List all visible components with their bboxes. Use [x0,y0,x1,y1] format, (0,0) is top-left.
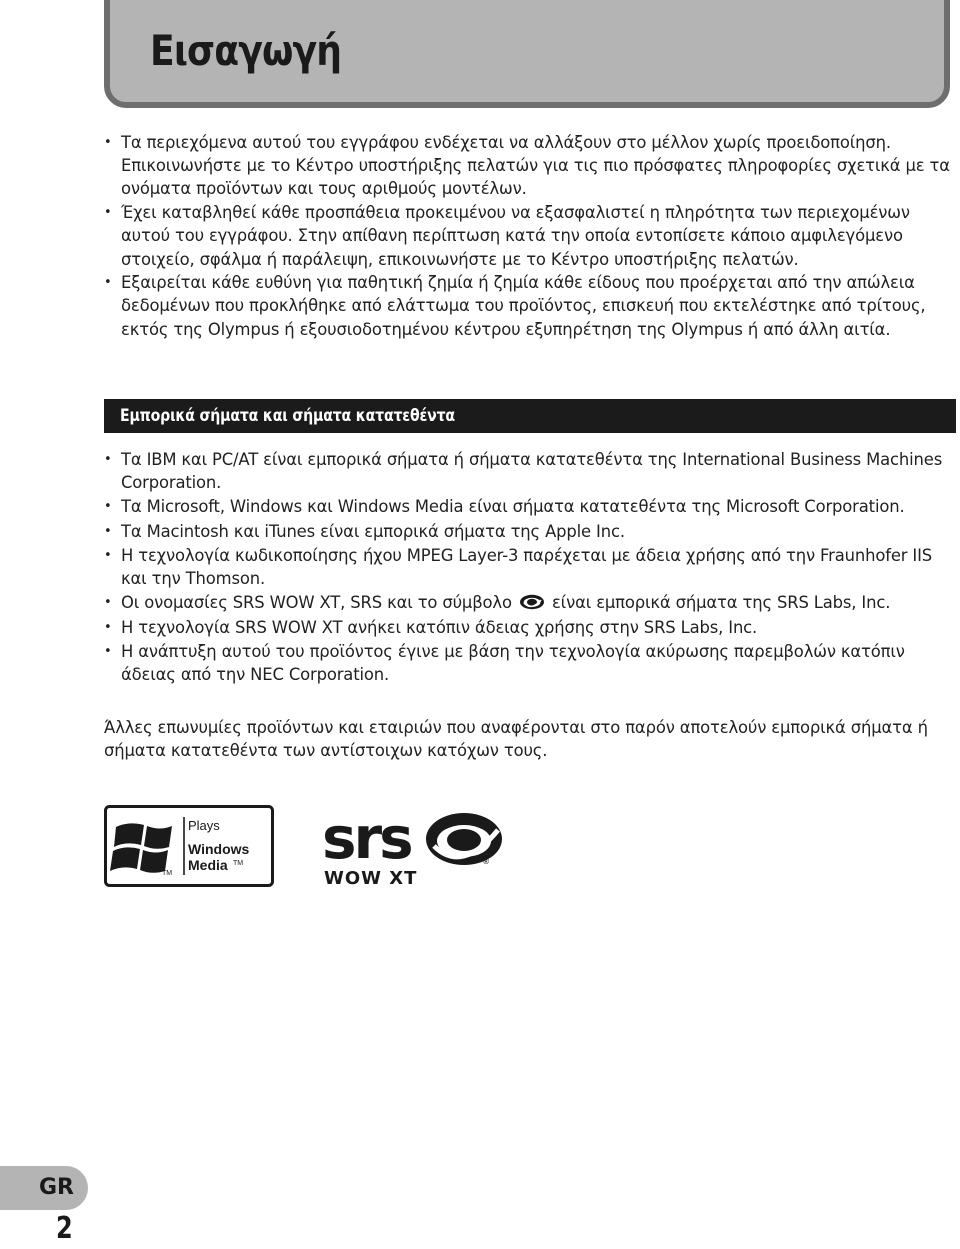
list-item-srs [104,592,956,615]
srs-wordmark: srs [322,808,411,872]
language-tab-label: GR [39,1175,74,1200]
srs-registered-mark: ® [482,857,490,866]
srs-wow-xt-logo [322,808,504,888]
section-heading-text: Εμπορικά σήματα και σήματα κατατεθέντα [120,406,455,425]
trademark-bullet-list [104,449,956,688]
page-title: Εισαγωγή [150,26,342,75]
wm-tm-right: TM [233,860,244,867]
list-item: • Η τεχνολογία κωδικοποίησης ήχου MPEG Layer-3 παρέχεται με άδεια χρήσης από την Fraunhofer IIS και την Thomson. [104,545,956,591]
srs-item-after: είναι εμπορικά σήματα της SRS Labs, Inc. [551,593,891,613]
wm-media-text: Media [188,857,228,873]
srs-item-before: Οι ονομασίες SRS WOW XT, SRS και το σύμβολο [121,593,512,613]
srs-symbol-icon [519,594,545,610]
windows-media-logo [104,805,274,887]
page-number: 2 [56,1211,73,1246]
intro-bullet-list [104,131,956,341]
list-item: • Τα IBM και PC/AT είναι εμπορικά σήματα ή σήματα κατατεθέντα της International Business Machines Corporation. [104,449,956,495]
list-item: • Έχει καταβληθεί κάθε προσπάθεια προκειμένου να εξασφαλιστεί η πληρότητα των περιεχομένων αυτού του εγγράφου. Στην απίθανη περίπτωση κατά την οποία εντοπίσετε κάποιο αμφιλεγόμενο στοιχείο, σφάλμα ή παράλειψη, επικοινωνήστε με το Κέντρο υποστήριξης πελατών. [104,201,956,271]
closing-paragraph: Άλλες επωνυμίες προϊόντων και εταιριών που αναφέρονται στο παρόν αποτελούν εμπορικά σήματα ή σήματα κατατεθέντα των αντίστοιχων κατόχων τους. [104,718,928,761]
srs-wow-xt-text: WOW XT [324,868,418,888]
language-tab [0,1166,88,1210]
list-item: • Τα περιεχόμενα αυτού του εγγράφου ενδέχεται να αλλάξουν στο μέλλον χωρίς προειδοποίηση. Επικοινωνήστε με το Κέντρο υποστήριξης πελατών για τις πιο πρόσφατες πληροφορίες σχετικά με τα ονόματα προϊόντων και τους αριθμούς μοντέλων. [104,131,956,201]
list-item: • Τα Microsoft, Windows και Windows Media είναι σήματα κατατεθέντα της Microsoft Corporation. [104,496,956,519]
list-item: • Η ανάπτυξη αυτού του προϊόντος έγινε με βάση την τεχνολογία ακύρωσης παρεμβολών κατόπιν άδειας από την NEC Corporation. [104,641,956,687]
wm-tm-left: TM [162,870,173,877]
wm-windows-text: Windows [188,841,250,857]
list-item: • Εξαιρείται κάθε ευθύνη για παθητική ζημία ή ζημία κάθε είδους που προέρχεται από την απώλεια δεδομένων που προκλήθηκε από ελάττωμα του προϊόντος, επισκευή που εκτελέστηκε από τρίτους, εκτός της Olympus ή εξουσιοδοτημένου κέντρου εξυπηρέτηση της Olympus ή από άλλη αιτία. [104,271,956,341]
list-item: • Η τεχνολογία SRS WOW XT ανήκει κατόπιν άδειας χρήσης στην SRS Labs, Inc. [104,617,956,640]
trademarks-section-heading [104,399,956,433]
list-item: • Τα Macintosh και iTunes είναι εμπορικά σήματα της Apple Inc. [104,521,956,544]
wm-plays-text: Plays [188,818,220,833]
srs-circle-icon [426,813,502,865]
